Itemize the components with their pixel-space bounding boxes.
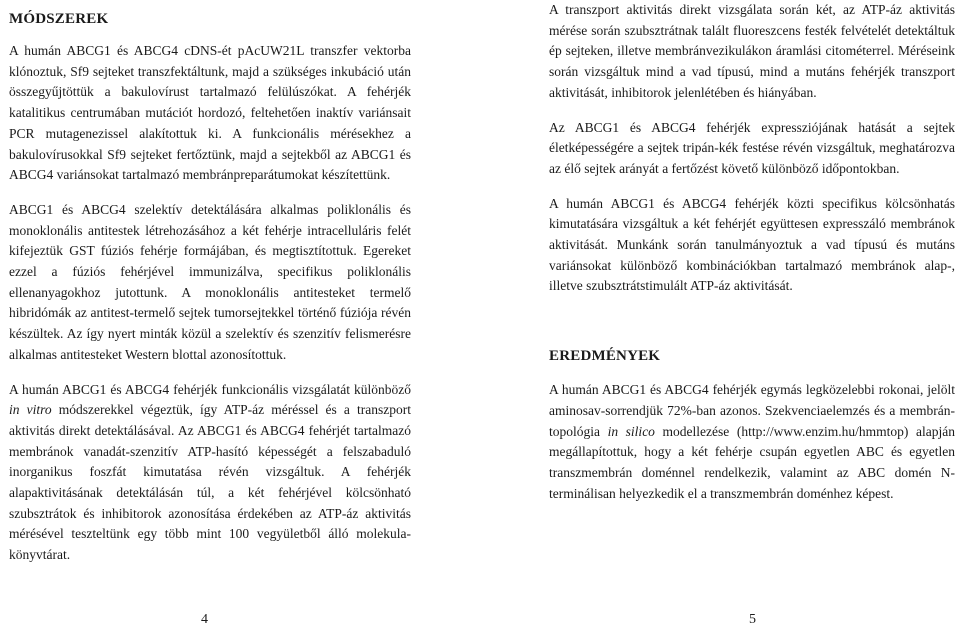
- page-number-right: 5: [749, 612, 756, 627]
- paragraph-results: [549, 380, 955, 504]
- page-number-left: 4: [201, 612, 208, 627]
- text-run: módszerekkel végeztük, így ATP-áz méréssel és a transzport aktivitás direkt detektálásával. Az ABCG1 és ABCG4 fehérjét tartalmazó membránok vanadát-szenzitív ATP-hasító képességét a felszabaduló inorganikus foszfát kimutatása révén vizsgáltuk. A fehérjék alapaktivitásának detektálásán túl, a két fehérjével kölcsönható szubsztrátok és inhibitorok azonosítása érdekében az ATP-áz aktivitás mérésével teszteltünk egy több mint 100 vegyületből álló molekulakönyvtárat.: [9, 402, 411, 563]
- text-run: A humán ABCG1 és ABCG4 fehérjék egymás legközelebbi rokonai, jelölt aminosav-sorrendjük 72%-ban azonos. Szekvenciaelemzés és a membrán-topológia: [549, 382, 955, 439]
- text-run: A humán ABCG1 és ABCG4 fehérjék funkcionális vizsgálatát különböző: [9, 381, 411, 397]
- section-heading-eredmenyek: EREDMÉNYEK: [549, 348, 661, 365]
- paragraph-antibodies: ABCG1 és ABCG4 szelektív detektálására alkalmas poliklonális és monoklonális antitestek létrehozásához a két fehérje intracelluláris felét kifejeztük GST fúziós fehérje formájában, és megtisztítottuk. Egereket ezzel a fúziós fehérjével immunizálva, specifikus poliklonális ellenanyagokhoz jutottunk. A monoklonális antitesteket termelő hibridómák az antitest-termelő sejtek tumorsejtekkel történő fúziója révén készültek. Az így nyert minták közül a szelektív és szenzitív felismerésre alkalmas antitesteket Western blottal azonosítottuk.: [9, 201, 411, 362]
- right-column: [549, 0, 955, 504]
- left-column: [9, 0, 411, 566]
- paragraph-transport-activity: A transzport aktivitás direkt vizsgálata során két, az ATP-áz aktivitás mérése során szubsztrátnak talált fluoreszcens festék felvételét detektáltuk ép sejteken, illetve membránvezikulákon áramlási citométerrel. Méréseink során vizsgáltuk mind a vad típusú, mind a mutáns fehérjék transzport aktivitását, inhibitorok jelenlétében és hiányában.: [549, 2, 955, 100]
- italic-term: in silico: [607, 423, 655, 439]
- italic-term: in vitro: [9, 402, 52, 418]
- paragraph-functional-assays: [9, 380, 411, 566]
- paragraph-interaction: A humán ABCG1 és ABCG4 fehérjék közti specifikus kölcsönhatás kimutatására vizsgáltuk a két fehérjét együttesen expresszáló membránok aktivitását. Munkánk során tanulmányoztuk a vad típusú és mutáns variánsokat különböző kombinációkban tartalmazó membránok alap-, illetve szubsztrátstimulált ATP-áz aktivitását.: [549, 195, 955, 294]
- text-run: modellezése (http://www.enzim.hu/hmmtop) alapján megállapítottuk, hogy a két fehérje csupán egyetlen ABC és egyetlen transzmembrán doménnel rendelkezik, valamint az ABC domén N-terminálisan helyezkedik el a transzmembrán doménhez képest.: [549, 423, 955, 501]
- paragraph-cloning: A humán ABCG1 és ABCG4 cDNS-ét pAcUW21L transzfer vektorba klónoztuk, Sf9 sejteket transzfektáltunk, majd a szükséges inkubáció után összegyűjtöttük a bakulovírust tartalmazó felülúszókat. A fehérjék katalitikus centrumában mutációt hordozó, feltehetően inaktív variánsait PCR mutagenezissel alakítottuk ki. A funkcionális mérésekhez a bakulovírusokkal Sf9 sejteket fertőztünk, majd a sejtekből az ABCG1 és ABCG4 variánsokat tartalmazó membránpreparátumokat készítettünk.: [9, 43, 411, 183]
- paragraph-viability: Az ABCG1 és ABCG4 fehérjék expressziójának hatását a sejtek életképességére a sejtek tripán-kék festése révén vizsgáltuk, meghatározva az élő sejtek arányát a fertőzést követő különböző időpontokban.: [549, 119, 955, 176]
- section-heading-modszerek: MÓDSZEREK: [9, 11, 109, 27]
